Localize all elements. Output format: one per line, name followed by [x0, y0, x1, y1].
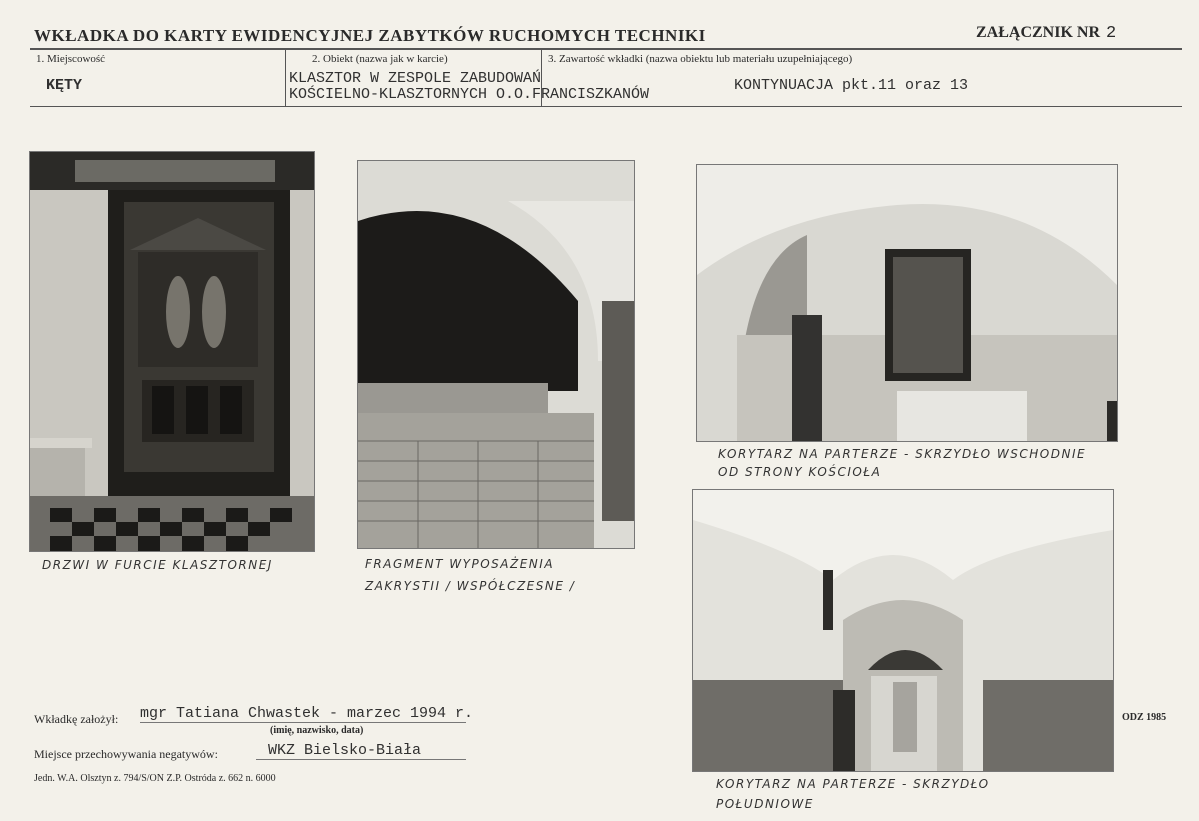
attachment-label: ZAŁĄCZNIK NR — [976, 24, 1101, 41]
form-title: WKŁADKA DO KARTY EWIDENCYJNEJ ZABYTKÓW RUCHOMYCH TECHNIKI — [34, 26, 706, 45]
header-bottom-rule — [30, 106, 1182, 107]
storage-underline — [256, 759, 466, 760]
object-label: 2. Obiekt (nazwa jak w karcie) — [312, 53, 448, 65]
object-value-line2: KOŚCIELNO-KLASZTORNYCH O.O.FRANCISZKANÓW — [289, 86, 650, 103]
storage-value: WKZ Bielsko-Biała — [268, 742, 422, 759]
object-value-line1: KLASZTOR W ZESPOLE ZABUDOWAŃ — [289, 70, 542, 87]
place-value: KĘTY — [46, 77, 83, 94]
caption-photo-east-corridor-line1: KORYTARZ NA PARTERZE - SKRZYDŁO WSCHODNIE — [718, 447, 1087, 461]
photo-monastery-door — [29, 151, 315, 552]
caption-photo-south-corridor-line1: KORYTARZ NA PARTERZE - SKRZYDŁO — [716, 777, 990, 791]
place-label: 1. Miejscowość — [36, 53, 106, 65]
caption-photo-door: DRZWI W FURCIE KLASZTORNEJ — [42, 558, 273, 572]
header-top-rule — [30, 48, 1182, 50]
photo-south-corridor — [692, 489, 1114, 772]
caption-photo-east-corridor-line2: OD STRONY KOŚCIOŁA — [718, 465, 882, 479]
odz-mark: ODZ 1985 — [1122, 712, 1167, 723]
author-hint: (imię, nazwisko, data) — [270, 725, 364, 736]
contents-value: KONTYNUACJA pkt.11 oraz 13 — [734, 77, 969, 94]
photo-east-corridor — [696, 164, 1118, 442]
caption-photo-south-corridor-line2: POŁUDNIOWE — [716, 797, 814, 811]
author-label: Wkładkę założył: — [34, 712, 119, 726]
storage-label: Miejsce przechowywania negatywów: — [34, 747, 218, 761]
print-info: Jedn. W.A. Olsztyn z. 794/S/ON Z.P. Ostróda z. 662 n. 6000 — [34, 773, 276, 784]
author-value: mgr Tatiana Chwastek - marzec 1994 r. — [140, 705, 474, 722]
attachment-number — [976, 24, 1116, 43]
field-divider-1 — [285, 49, 286, 106]
contents-label: 3. Zawartość wkładki (nazwa obiektu lub materiału uzupełniającego) — [548, 53, 853, 65]
attachment-number-value: 2 — [1106, 24, 1117, 43]
caption-photo-sacristy-line1: FRAGMENT WYPOSAŻENIA — [365, 557, 555, 571]
photo-sacristy — [357, 160, 635, 549]
author-underline — [140, 722, 466, 723]
caption-photo-sacristy-line2: ZAKRYSTII / WSPÓŁCZESNE / — [365, 579, 576, 593]
